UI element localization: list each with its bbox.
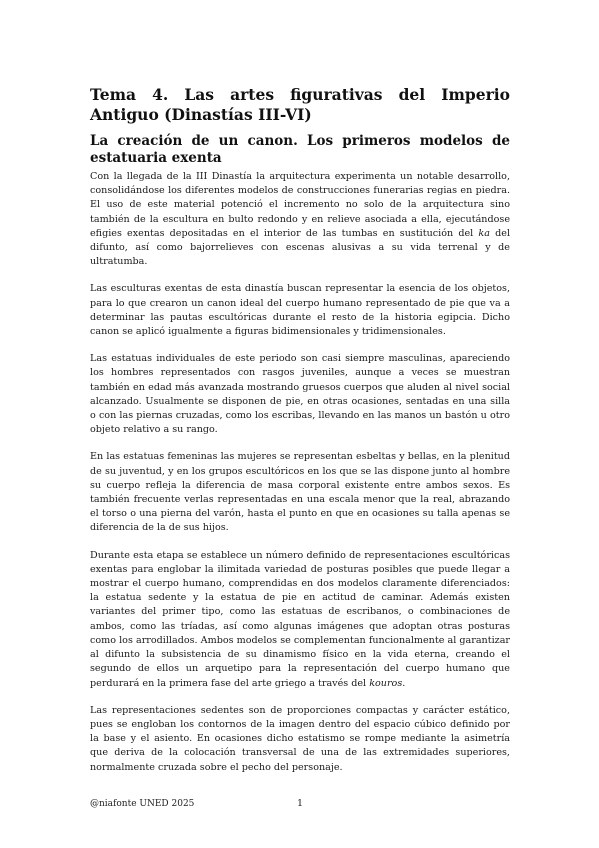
section-heading: La creación de un canon. Los primeros modelos de estatuaria exenta — [90, 133, 510, 166]
paragraph-2: Las esculturas exentas de esta dinastía buscan representar la esencia de los objetos, para lo que crearon un canon ideal del cuerpo humano representado de pie que va a determinar las pautas escultóricas durante el resto de la historia egipcia. Dicho canon se aplicó igualmente a figuras bidimensionales y tridimensionales. — [90, 283, 510, 338]
document-title: Tema 4. Las artes figurativas del Imperio Antiguo (Dinastías III-VI) — [90, 85, 510, 124]
footer-credit: @niafonte UNED 2025 — [90, 799, 195, 809]
paragraph-4: En las estatuas femeninas las mujeres se representan esbeltas y bellas, en la plenitud de su juventud, y en los grupos escultóricos en los que se las dispone junto al hombre su cuerpo refleja la diferencia de masa corporal existente entre ambos sexos. Es también frecuente verlas representadas en una escala menor que la real, abrazando el torso o una pierna del varón, hasta el punto en que en ocasiones su talla apenas se diferencia de la de sus hijos. — [90, 451, 510, 534]
paragraph-1: Con la llegada de la III Dinastía la arquitectura experimenta un notable desarrollo, consolidándose los diferentes modelos de construcciones funerarias regias en piedra. El uso de este material potenció el incremento no solo de la arquitectura sino también de la escultura en bulto redondo y en relieve asociada a ella, ejecutándose efigies exentas depositadas en el interior de las tumbas en sustitución del ka del difunto, así como bajorrelieves con escenas alusivas a su vida terrenal y de ultratumba. — [90, 171, 511, 268]
paragraph-6: Las representaciones sedentes son de proporciones compactas y carácter estático, pues se engloban los contornos de la imagen dentro del espacio cúbico definido por la base y el asiento. En ocasiones dicho estatismo se rompe mediante la asimetría que deriva de la colocación transversal de una de las extremidades superiores, normalmente cruzada sobre el pecho del personaje. — [90, 704, 510, 773]
body-text — [90, 170, 510, 788]
paragraph-3: Las estatuas individuales de este periodo son casi siempre masculinas, apareciendo los hombres representados con rasgos juveniles, aunque a veces se muestran también en edad más avanzada mostrando gruesos cuerpos que aluden al nivel social alcanzado. Usualmente se disponen de pie, en otras ocasiones, sentadas en una silla o con las piernas cruzadas, como los escribas, llevando en las manos un bastón u otro objeto relativo a su rango. — [90, 353, 510, 436]
paragraph-5: Durante esta etapa se establece un número definido de representaciones escultóricas exentas para englobar la ilimitada variedad de posturas posibles que puede llegar a mostrar el cuerpo humano, comprendidas en dos modelos claramente diferenciados: la estatua sedente y la estatua de pie en actitud de caminar. Además existen variantes del primer tipo, como las estatuas de escribanos, o combinaciones de ambos, como las tríadas, así como algunas imágenes que adoptan otras posturas como los arrodillados. Ambos modelos se complementan funcionalmente al garantizar al difunto la subsistencia de su dinamismo físico en la vida eterna, creando el segundo de ellos un arquetipo para la representación del cuerpo humano que perdurará en la primera fase del arte griego a través del kouros. — [90, 549, 510, 689]
page-number: 1 — [297, 798, 304, 809]
